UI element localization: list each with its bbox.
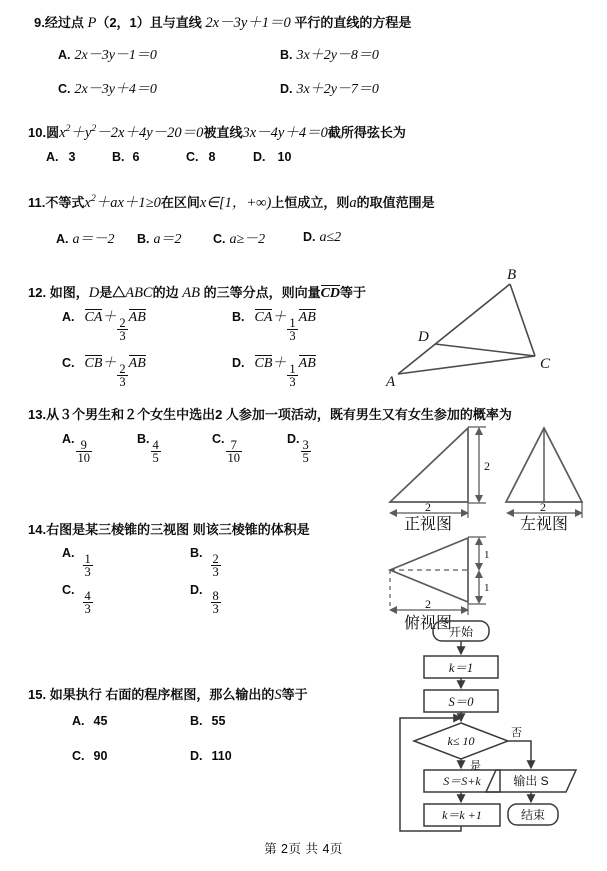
side-view-dim-arrow-left [506,509,514,517]
question-15-option-d[interactable] [190,747,232,765]
q12-opt-c-vec1: CB [84,356,103,371]
q15-text-1: 如果执行 右面的程序框图，那么输出的 [49,687,275,702]
q11-text-2: 在区间 [160,194,200,210]
front-view-triangle [390,428,468,502]
q13-opt-a-fraction: $\frac{9}{10}$ [77,437,90,466]
q11-opt-b-label: B. [137,232,150,246]
label-b: B [507,267,517,283]
q12-opt-a-fraction: $\frac{2}{3}$ [119,315,126,344]
flow-accumulate-label: S＝S+k [443,774,481,788]
q12-opt-d-plus: ＋ [272,356,287,371]
q12-text-1: 如图， [49,285,89,300]
q10-opt-c-label: C. [186,150,199,164]
question-12-option-d[interactable] [232,352,316,389]
q9-opt-c-label: C. [58,82,71,96]
q12-opt-b-plus: ＋ [272,310,287,325]
flow-yes-label: 是 [470,760,481,772]
page-footer: 第 2页 共 4页 [264,842,343,856]
q12-opt-b-fraction: $\frac{1}{3}$ [289,315,296,344]
question-12-number: 12. [28,285,47,300]
q12-opt-c-fraction: $\frac{2}{3}$ [119,361,126,390]
q12-triangle-abc: ABC [125,285,153,301]
question-14-option-a[interactable] [62,544,94,579]
q11-var-a: a [349,194,357,211]
front-view-dim-arrow-up [475,427,483,435]
question-13-option-a[interactable] [62,430,93,465]
q11-opt-c-label: C. [213,232,226,246]
question-11-option-b[interactable] [137,228,182,248]
q15-opt-b-label: B. [190,714,203,728]
top-view-dim1-arrow-up [475,537,483,545]
q10-text-1: 圆 [46,124,60,140]
q10-opt-d-value: 10 [277,150,292,164]
question-14-stem [28,521,378,539]
q15-opt-d-value: 110 [211,749,232,763]
question-14-option-c[interactable] [62,581,94,616]
question-10-option-d[interactable] [253,148,291,166]
question-9-option-b[interactable] [280,44,379,64]
q11-text-1: 不等式 [45,194,85,210]
question-10-number: 10. [28,124,47,140]
q13-opt-a-label: A. [62,432,75,446]
q12-opt-a-label: A. [62,310,75,324]
segment-ca [398,356,535,374]
q10-eq-rest: －2x＋4y－20＝0 [96,124,204,141]
q12-segment-ab: AB [182,285,200,301]
flow-init-s-label: S＝0 [448,695,474,709]
q11-text-3: 上恒成立，则 [271,194,350,210]
q13-opt-d-label: D. [287,432,300,446]
question-15-option-c[interactable] [72,747,107,765]
q12-opt-d-vec2: AB [298,356,316,371]
question-12-option-b[interactable] [232,306,316,343]
q9-point-p: P [87,15,97,31]
q12-opt-c-plus: ＋ [102,356,117,371]
q13-opt-c-fraction: $\frac{7}{10}$ [227,437,240,466]
q9-opt-d-value: 3x＋2y－7＝0 [296,82,379,97]
top-view-caption: 俯视图 [404,615,453,632]
q15-text-2: 等于 [281,687,308,702]
question-13-option-b[interactable] [137,430,162,465]
q12-opt-a-vec2: AB [128,310,146,325]
q13-text: 从３个男生和２个女生中选出2 人参加一项活动，既有男生又有女生参加的概率为 [46,407,512,422]
q9-opt-d-label: D. [280,82,293,96]
flow-condition-label: k≤ 10 [447,734,475,748]
question-9-stem [34,14,579,34]
q9-opt-b-label: B. [280,48,293,62]
q9-opt-b-value: 3x＋2y－8＝0 [296,48,379,63]
segment-dc [435,344,535,356]
question-15-option-a[interactable] [72,712,107,730]
q10-opt-a-value: 3 [68,150,76,164]
q13-opt-b-label: B. [137,432,150,446]
q15-opt-c-value: 90 [93,749,108,763]
question-14 [28,521,378,539]
question-13-number: 13. [28,407,47,422]
q11-opt-d-value: a≤2 [319,230,342,245]
q9-equation: 2x－3y＋1＝0 [205,15,291,31]
q10-eq-y: $+y^2$ [70,123,97,141]
q11-opt-b-value: a＝2 [153,232,182,247]
q12-opt-b-label: B. [232,310,245,324]
question-9-number: 9. [34,15,45,30]
q11-eq-x2: $x^2$ [84,193,96,211]
q11-opt-a-value: a＝－2 [72,232,115,247]
question-9-option-c[interactable] [58,78,157,98]
q10-opt-b-value: 6 [132,150,140,164]
question-10-option-a[interactable] [46,148,75,166]
top-view-dim-arrow-left [389,606,397,614]
question-10-stem [28,122,583,143]
q11-eq-rest: ＋ax＋1≥0 [95,194,161,211]
top-view-dim2-arrow-down [475,596,483,604]
question-12-option-c[interactable] [62,352,146,389]
question-11-option-a[interactable] [56,228,115,248]
q11-text-4: 的取值范围是 [356,194,435,210]
question-9-option-a[interactable] [58,44,157,64]
flowchart-svg [398,618,598,833]
q14-opt-c-label: C. [62,583,75,597]
q9-text-3: 平行的直线的方程是 [290,15,412,30]
q11-opt-c-value: a≥－2 [229,232,266,247]
question-14-number: 14. [28,522,47,537]
q14-opt-d-fraction: $\frac{8}{3}$ [212,588,219,617]
q15-opt-c-label: C. [72,749,85,763]
q12-opt-b-vec1: CA [254,310,273,325]
q9-opt-c-value: 2x－3y＋4＝0 [74,82,157,97]
q12-opt-c-vec2: AB [128,356,146,371]
q15-opt-a-label: A. [72,714,85,728]
q12-point-d: D [88,285,100,301]
program-flowchart-figure [398,618,598,833]
flow-init-k-label: k＝1 [448,661,474,675]
question-11-option-d[interactable] [303,228,341,246]
q14-opt-a-fraction: $\frac{1}{3}$ [84,551,91,580]
question-14-option-b[interactable] [190,544,222,579]
top-view-width-value: 2 [425,597,431,611]
q9-opt-a-value: 2x－3y－1＝0 [74,48,157,63]
front-view-dim-arrow-left [389,509,397,517]
q11-opt-d-label: D. [303,230,316,244]
front-view-height-value: 2 [484,459,490,473]
flow-increment-label: k＝k +1 [442,808,482,822]
segment-ab [398,284,510,374]
question-9 [34,14,579,34]
triangle-abc-figure [380,266,585,386]
segment-bc [510,284,535,356]
question-15-number: 15. [28,687,47,702]
top-view-dim1-arrow-down [475,563,483,571]
question-10-option-c[interactable] [186,148,215,166]
question-10 [28,122,583,143]
q9-text-1: 经过点 [44,15,88,30]
q12-opt-b-vec2: AB [298,310,316,325]
q10-opt-d-label: D. [253,150,266,164]
q14-opt-a-label: A. [62,546,75,560]
flow-arrow-no [508,741,531,768]
question-13-option-c[interactable] [212,430,243,465]
front-view-caption: 正视图 [404,516,453,533]
question-12-option-a[interactable] [62,306,146,343]
q12-text-3: 的边 [152,285,183,300]
front-view-dim-arrow-down [475,495,483,503]
question-11-option-c[interactable] [213,228,265,248]
q12-opt-d-fraction: $\frac{1}{3}$ [289,361,296,390]
q9-opt-a-label: A. [58,48,71,62]
q9-text-2: （2，1）且与直线 [96,15,206,30]
q12-text-5: 等于 [340,285,367,300]
question-13-option-d[interactable] [287,430,312,465]
top-view-dim2-value: 1 [484,582,490,594]
question-11 [28,192,588,213]
q15-var-s: S [274,687,282,703]
q14-opt-d-label: D. [190,583,203,597]
side-view-caption: 左视图 [520,516,569,533]
top-view-dim2-arrow-up [475,570,483,578]
question-9-option-d[interactable] [280,78,379,98]
q10-eq-x: $x^2$ [59,123,71,141]
question-11-stem [28,192,588,213]
flow-output-label: 输出 S [513,774,549,788]
q13-opt-d-fraction: $\frac{3}{5}$ [302,437,309,466]
q12-opt-a-plus: ＋ [102,310,117,325]
q10-line-eq: 3x－4y＋4＝0 [242,124,328,141]
q14-opt-b-label: B. [190,546,203,560]
flow-end-label: 结束 [520,808,546,822]
q11-interval: x∈[1，+∞) [199,194,272,211]
q10-text-2: 被直线 [203,124,243,140]
q13-opt-c-label: C. [212,432,225,446]
q12-opt-a-vec1: CA [84,310,103,325]
q12-opt-c-label: C. [62,356,75,370]
q12-text-4: 的三等分点，则向量 [199,285,321,300]
q11-opt-a-label: A. [56,232,69,246]
question-15-option-b[interactable] [190,712,225,730]
q12-opt-d-vec1: CB [254,356,273,371]
q12-opt-d-label: D. [232,356,245,370]
question-10-option-b[interactable] [112,148,139,166]
q10-text-3: 截所得弦长为 [327,124,406,140]
label-c: C [540,356,551,372]
q12-vector-cd: CD [320,286,341,301]
q15-opt-b-value: 55 [211,714,226,728]
question-15-stem [28,686,378,706]
q14-opt-c-fraction: $\frac{4}{3}$ [84,588,91,617]
q10-opt-a-label: A. [46,150,59,164]
label-d: D [418,329,429,345]
label-a: A [386,374,396,386]
q12-text-2: 是△ [99,285,126,300]
flow-start-label: 开始 [448,625,474,639]
question-14-option-d[interactable] [190,581,222,616]
question-15 [28,686,378,706]
side-view-width-value: 2 [540,500,546,514]
q10-opt-b-label: B. [112,150,125,164]
flow-no-label: 否 [511,727,522,739]
q13-opt-b-fraction: $\frac{4}{5}$ [152,437,159,466]
q10-opt-c-value: 8 [208,150,216,164]
q14-opt-b-fraction: $\frac{2}{3}$ [212,551,219,580]
front-view-width-value: 2 [425,500,431,514]
q15-opt-d-label: D. [190,749,203,763]
triangle-abc-svg [380,266,585,386]
question-11-number: 11. [28,194,46,210]
q15-opt-a-value: 45 [93,714,108,728]
top-view-dim1-value: 1 [484,549,490,561]
q14-text: 右图是某三棱锥的三视图 则该三棱锥的体积是 [46,522,310,537]
